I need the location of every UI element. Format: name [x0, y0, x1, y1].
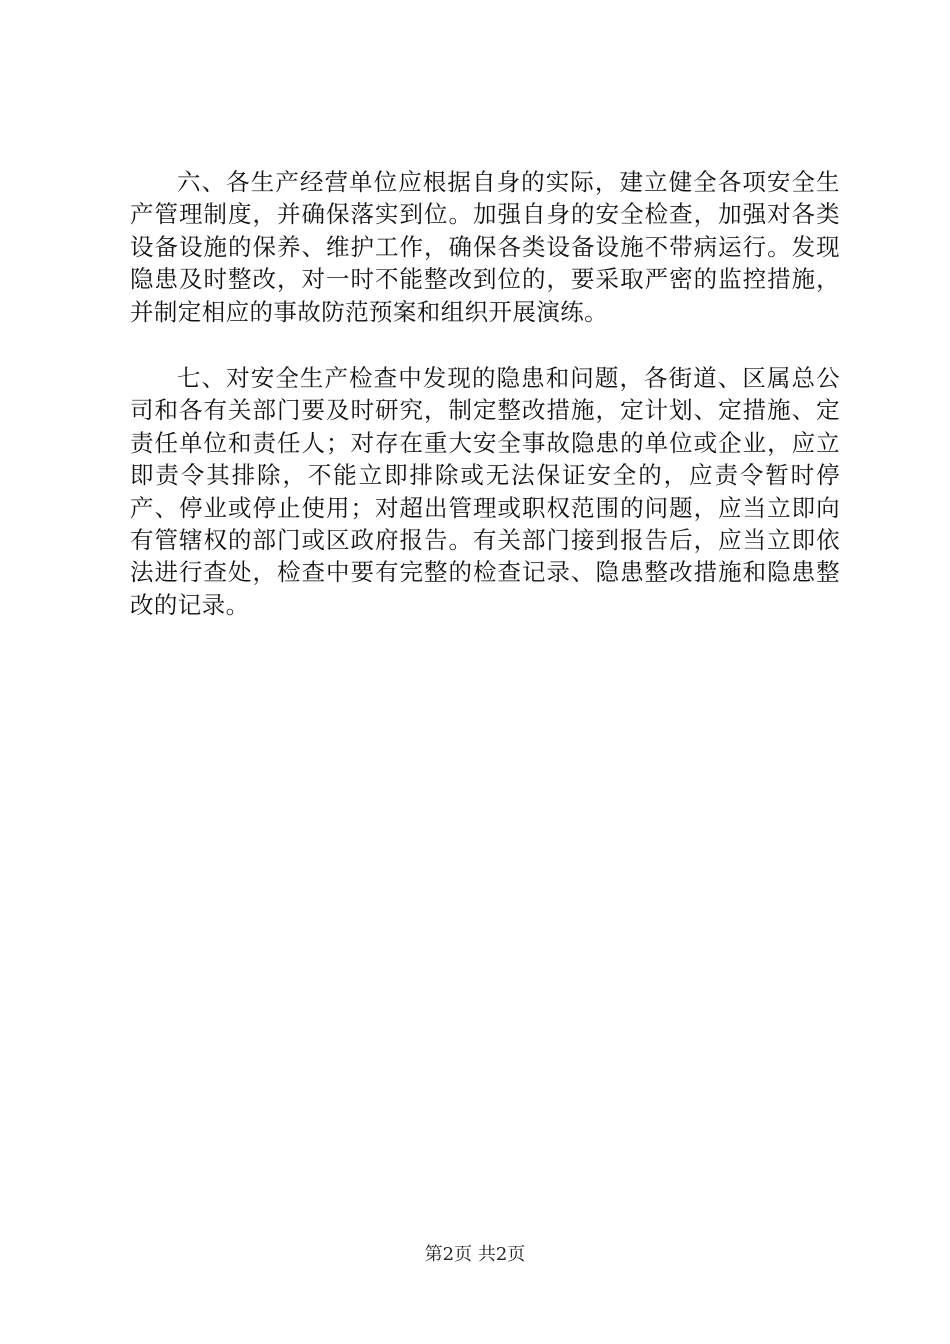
paragraph-seven: 七、对安全生产检查中发现的隐患和问题，各街道、区属总公司和各有关部门要及时研究，制定整改措施，定计划、定措施、定责任单位和责任人；对存在重大安全事故隐患的单位或企业，应立即责令其排除，不能立即排除或无法保证安全的，应责令暂时停产、停业或停止使用；对超出管理或职权范围的问题，应当立即向有管辖权的部门或区政府报告。有关部门接到报告后，应当立即依法进行查处，检查中要有完整的检查记录、隐患整改措施和隐患整改的记录。	[130, 364, 840, 619]
document-body	[130, 166, 840, 621]
paragraph-six: 六、各生产经营单位应根据自身的实际，建立健全各项安全生产管理制度，并确保落实到位。加强自身的安全检查，加强对各类设备设施的保养、维护工作，确保各类设备设施不带病运行。发现隐患及时整改，对一时不能整改到位的，要采取严密的监控措施，并制定相应的事故防范预案和组织开展演练。	[130, 168, 840, 326]
page-number-footer: 第2页 共2页	[424, 1244, 526, 1265]
